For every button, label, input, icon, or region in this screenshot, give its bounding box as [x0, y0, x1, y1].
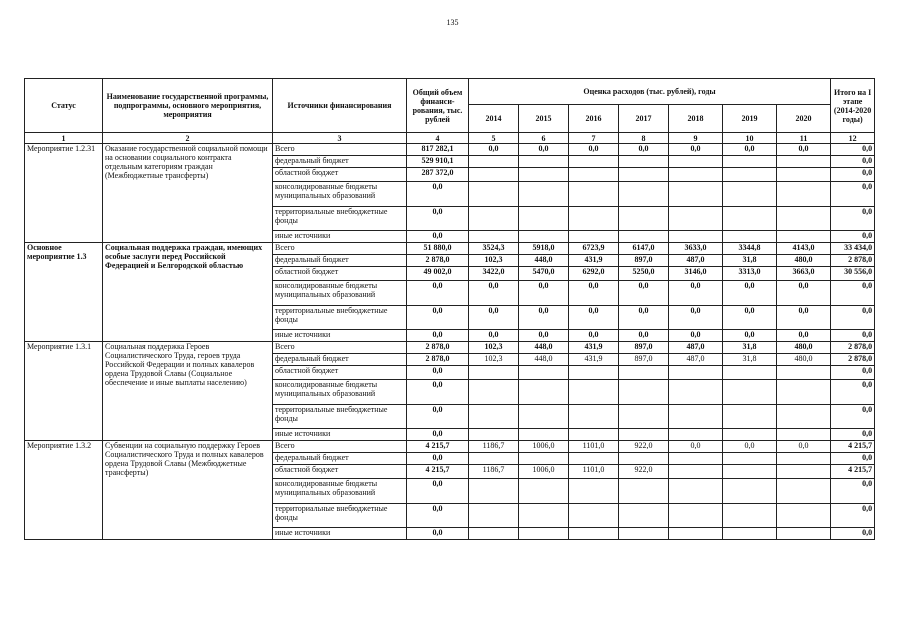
- stage-total-cell: 0,0: [831, 479, 875, 504]
- year-value-cell: 4143,0: [777, 243, 831, 255]
- year-value-cell: [619, 168, 669, 182]
- year-value-cell: [519, 528, 569, 540]
- year-value-cell: 0,0: [469, 306, 519, 330]
- total-cell: 0,0: [407, 207, 469, 231]
- year-value-cell: [469, 366, 519, 380]
- year-value-cell: 3633,0: [669, 243, 723, 255]
- total-cell: 817 282,1: [407, 144, 469, 156]
- year-value-cell: [777, 182, 831, 207]
- program-name-cell: Социальная поддержка граждан, имеющих особые заслуги перед Российской Федерацией и Белгородской областью: [103, 243, 273, 342]
- year-value-cell: 0,0: [619, 144, 669, 156]
- year-value-cell: 1186,7: [469, 441, 519, 453]
- year-value-cell: [569, 504, 619, 528]
- year-value-cell: [723, 405, 777, 429]
- year-value-cell: 0,0: [619, 330, 669, 342]
- funding-source-cell: Всего: [273, 441, 407, 453]
- year-value-cell: 448,0: [519, 255, 569, 267]
- funding-source-cell: территориальные внебюджетные фонды: [273, 306, 407, 330]
- funding-source-cell: иные источники: [273, 429, 407, 441]
- funding-source-cell: территориальные внебюджетные фонды: [273, 405, 407, 429]
- funding-source-cell: территориальные внебюджетные фонды: [273, 207, 407, 231]
- year-value-cell: [723, 207, 777, 231]
- total-cell: 49 002,0: [407, 267, 469, 281]
- year-value-cell: 0,0: [569, 144, 619, 156]
- funding-source-cell: Всего: [273, 342, 407, 354]
- year-value-cell: [777, 504, 831, 528]
- year-value-cell: [777, 479, 831, 504]
- year-value-cell: 102,3: [469, 255, 519, 267]
- funding-source-cell: федеральный бюджет: [273, 255, 407, 267]
- stage-total-cell: 4 215,7: [831, 465, 875, 479]
- funding-source-cell: иные источники: [273, 231, 407, 243]
- year-value-cell: [569, 479, 619, 504]
- year-value-cell: 431,9: [569, 354, 619, 366]
- total-cell: 0,0: [407, 504, 469, 528]
- stage-total-cell: 0,0: [831, 330, 875, 342]
- stage-total-cell: 0,0: [831, 380, 875, 405]
- total-cell: 529 910,1: [407, 156, 469, 168]
- year-value-cell: 448,0: [519, 342, 569, 354]
- year-value-cell: [669, 182, 723, 207]
- year-value-cell: 897,0: [619, 255, 669, 267]
- year-value-cell: 0,0: [519, 330, 569, 342]
- index-cell: 10: [723, 133, 777, 144]
- total-cell: 0,0: [407, 330, 469, 342]
- table-row: [25, 342, 875, 354]
- stage-total-cell: 0,0: [831, 281, 875, 306]
- year-value-cell: [469, 479, 519, 504]
- header-total: Общий объем финанси-рования, тыс. рублей: [407, 79, 469, 133]
- header-year: 2014: [469, 105, 519, 133]
- year-value-cell: [619, 405, 669, 429]
- year-value-cell: [619, 366, 669, 380]
- year-value-cell: 487,0: [669, 342, 723, 354]
- year-value-cell: [469, 182, 519, 207]
- funding-source-cell: иные источники: [273, 330, 407, 342]
- year-value-cell: [519, 479, 569, 504]
- year-value-cell: [669, 453, 723, 465]
- year-value-cell: [669, 380, 723, 405]
- funding-source-cell: федеральный бюджет: [273, 453, 407, 465]
- program-name-cell: Субвенции на социальную поддержку Героев Социалистического Труда и полных кавалеров ордена Трудовой Славы (Межбюджетные трансферты): [103, 441, 273, 540]
- year-value-cell: 0,0: [469, 330, 519, 342]
- year-value-cell: 0,0: [519, 306, 569, 330]
- year-value-cell: 0,0: [619, 306, 669, 330]
- year-value-cell: [619, 453, 669, 465]
- total-cell: 0,0: [407, 231, 469, 243]
- year-value-cell: [669, 479, 723, 504]
- stage-total-cell: 2 878,0: [831, 255, 875, 267]
- year-value-cell: 5250,0: [619, 267, 669, 281]
- year-value-cell: 922,0: [619, 465, 669, 479]
- header-year: 2017: [619, 105, 669, 133]
- program-name-cell: Социальная поддержка Героев Социалистического Труда, героев труда Российской Федерации и полных кавалеров ордена Трудовой Славы (Социальное обеспечение и иные выплаты населению): [103, 342, 273, 441]
- table-row: [25, 441, 875, 453]
- index-cell: 1: [25, 133, 103, 144]
- index-cell: 5: [469, 133, 519, 144]
- year-value-cell: 102,3: [469, 342, 519, 354]
- year-value-cell: [519, 429, 569, 441]
- year-value-cell: 480,0: [777, 255, 831, 267]
- year-value-cell: [669, 429, 723, 441]
- year-value-cell: [777, 405, 831, 429]
- funding-source-cell: федеральный бюджет: [273, 156, 407, 168]
- year-value-cell: [669, 168, 723, 182]
- year-value-cell: [519, 168, 569, 182]
- year-value-cell: [723, 156, 777, 168]
- year-value-cell: [619, 156, 669, 168]
- year-value-cell: [777, 366, 831, 380]
- year-value-cell: 0,0: [669, 441, 723, 453]
- stage-total-cell: 0,0: [831, 453, 875, 465]
- year-value-cell: 0,0: [569, 306, 619, 330]
- stage-total-cell: 0,0: [831, 366, 875, 380]
- year-value-cell: [469, 504, 519, 528]
- total-cell: 0,0: [407, 429, 469, 441]
- stage-total-cell: 0,0: [831, 168, 875, 182]
- year-value-cell: [723, 231, 777, 243]
- year-value-cell: 0,0: [777, 306, 831, 330]
- year-value-cell: [469, 380, 519, 405]
- year-value-cell: 102,3: [469, 354, 519, 366]
- year-value-cell: [723, 528, 777, 540]
- year-value-cell: [519, 405, 569, 429]
- total-cell: 0,0: [407, 479, 469, 504]
- year-value-cell: [569, 168, 619, 182]
- program-name-cell: Оказание государственной социальной помощи на основании социального контракта отдельным категориям граждан (Межбюджетные трансферты): [103, 144, 273, 243]
- year-value-cell: [723, 429, 777, 441]
- year-value-cell: [469, 168, 519, 182]
- year-value-cell: 0,0: [519, 281, 569, 306]
- total-cell: 4 215,7: [407, 441, 469, 453]
- index-cell: 11: [777, 133, 831, 144]
- year-value-cell: [669, 528, 723, 540]
- year-value-cell: [669, 504, 723, 528]
- stage-total-cell: 2 878,0: [831, 354, 875, 366]
- stage-total-cell: 0,0: [831, 504, 875, 528]
- year-value-cell: [469, 405, 519, 429]
- year-value-cell: [723, 453, 777, 465]
- year-value-cell: [669, 207, 723, 231]
- year-value-cell: [777, 465, 831, 479]
- index-cell: 2: [103, 133, 273, 144]
- status-cell: Мероприятие 1.3.2: [25, 441, 103, 540]
- year-value-cell: 0,0: [569, 281, 619, 306]
- year-value-cell: [669, 231, 723, 243]
- year-value-cell: 3146,0: [669, 267, 723, 281]
- year-value-cell: [469, 429, 519, 441]
- year-value-cell: [619, 207, 669, 231]
- header-year: 2018: [669, 105, 723, 133]
- total-cell: 0,0: [407, 182, 469, 207]
- year-value-cell: 0,0: [669, 306, 723, 330]
- stage-total-cell: 0,0: [831, 306, 875, 330]
- year-value-cell: [569, 231, 619, 243]
- year-value-cell: [569, 453, 619, 465]
- year-value-cell: [519, 231, 569, 243]
- year-value-cell: [469, 156, 519, 168]
- header-year: 2016: [569, 105, 619, 133]
- year-value-cell: 6292,0: [569, 267, 619, 281]
- year-value-cell: [669, 156, 723, 168]
- header-status: Статус: [25, 79, 103, 133]
- year-value-cell: 0,0: [723, 306, 777, 330]
- year-value-cell: 0,0: [777, 281, 831, 306]
- stage-total-cell: 30 556,0: [831, 267, 875, 281]
- total-cell: 0,0: [407, 281, 469, 306]
- total-cell: 2 878,0: [407, 255, 469, 267]
- year-value-cell: [777, 453, 831, 465]
- year-value-cell: [669, 465, 723, 479]
- year-value-cell: [777, 168, 831, 182]
- year-value-cell: 0,0: [469, 144, 519, 156]
- funding-source-cell: Всего: [273, 144, 407, 156]
- year-value-cell: [777, 207, 831, 231]
- table-body: [25, 144, 875, 540]
- header-year: 2019: [723, 105, 777, 133]
- year-value-cell: [619, 380, 669, 405]
- year-value-cell: 31,8: [723, 354, 777, 366]
- year-value-cell: 0,0: [669, 144, 723, 156]
- index-cell: 4: [407, 133, 469, 144]
- total-cell: 0,0: [407, 405, 469, 429]
- year-value-cell: 431,9: [569, 342, 619, 354]
- stage-total-cell: 0,0: [831, 207, 875, 231]
- stage-total-cell: 33 434,0: [831, 243, 875, 255]
- year-value-cell: 431,9: [569, 255, 619, 267]
- year-value-cell: [619, 231, 669, 243]
- year-value-cell: [777, 528, 831, 540]
- funding-source-cell: консолидированные бюджеты муниципальных образований: [273, 281, 407, 306]
- year-value-cell: [569, 429, 619, 441]
- status-cell: Основное мероприятие 1.3: [25, 243, 103, 342]
- stage-total-cell: 0,0: [831, 429, 875, 441]
- year-value-cell: 480,0: [777, 354, 831, 366]
- table-row: [25, 144, 875, 156]
- year-value-cell: [519, 380, 569, 405]
- year-value-cell: 5918,0: [519, 243, 569, 255]
- stage-total-cell: 4 215,7: [831, 441, 875, 453]
- funding-source-cell: областной бюджет: [273, 267, 407, 281]
- year-value-cell: 448,0: [519, 354, 569, 366]
- year-value-cell: 0,0: [469, 281, 519, 306]
- funding-source-cell: консолидированные бюджеты муниципальных образований: [273, 380, 407, 405]
- funding-source-cell: областной бюджет: [273, 366, 407, 380]
- year-value-cell: 6147,0: [619, 243, 669, 255]
- year-value-cell: 480,0: [777, 342, 831, 354]
- year-value-cell: [569, 156, 619, 168]
- year-value-cell: 5470,0: [519, 267, 569, 281]
- year-value-cell: 487,0: [669, 354, 723, 366]
- year-value-cell: [469, 207, 519, 231]
- funding-source-cell: областной бюджет: [273, 465, 407, 479]
- total-cell: 51 880,0: [407, 243, 469, 255]
- header-name: Наименование государственной программы, подпрограммы, основного мероприятия, мероприятия: [103, 79, 273, 133]
- header-year: 2015: [519, 105, 569, 133]
- year-value-cell: [723, 168, 777, 182]
- year-value-cell: [519, 207, 569, 231]
- year-value-cell: 897,0: [619, 354, 669, 366]
- year-value-cell: 1006,0: [519, 465, 569, 479]
- stage-total-cell: 0,0: [831, 182, 875, 207]
- total-cell: 0,0: [407, 380, 469, 405]
- index-cell: 12: [831, 133, 875, 144]
- index-row: [25, 133, 875, 144]
- year-value-cell: 3344,8: [723, 243, 777, 255]
- year-value-cell: [469, 528, 519, 540]
- year-value-cell: 1186,7: [469, 465, 519, 479]
- total-cell: 0,0: [407, 453, 469, 465]
- funding-source-cell: консолидированные бюджеты муниципальных образований: [273, 182, 407, 207]
- year-value-cell: [519, 182, 569, 207]
- year-value-cell: [619, 429, 669, 441]
- year-value-cell: [569, 366, 619, 380]
- header-years-group: Оценка расходов (тыс. рублей), годы: [469, 79, 831, 105]
- stage-total-cell: 2 878,0: [831, 342, 875, 354]
- year-value-cell: [469, 231, 519, 243]
- year-value-cell: [777, 156, 831, 168]
- year-value-cell: 922,0: [619, 441, 669, 453]
- funding-source-cell: территориальные внебюджетные фонды: [273, 504, 407, 528]
- year-value-cell: [619, 182, 669, 207]
- stage-total-cell: 0,0: [831, 231, 875, 243]
- stage-total-cell: 0,0: [831, 528, 875, 540]
- year-value-cell: [569, 182, 619, 207]
- year-value-cell: 0,0: [669, 330, 723, 342]
- funding-source-cell: областной бюджет: [273, 168, 407, 182]
- year-value-cell: 3313,0: [723, 267, 777, 281]
- year-value-cell: [469, 453, 519, 465]
- year-value-cell: 0,0: [669, 281, 723, 306]
- year-value-cell: 1101,0: [569, 465, 619, 479]
- year-value-cell: 1101,0: [569, 441, 619, 453]
- year-value-cell: 487,0: [669, 255, 723, 267]
- year-value-cell: [669, 405, 723, 429]
- status-cell: Мероприятие 1.3.1: [25, 342, 103, 441]
- total-cell: 0,0: [407, 528, 469, 540]
- year-value-cell: [519, 156, 569, 168]
- year-value-cell: [723, 479, 777, 504]
- year-value-cell: 0,0: [569, 330, 619, 342]
- header-year: 2020: [777, 105, 831, 133]
- stage-total-cell: 0,0: [831, 405, 875, 429]
- total-cell: 0,0: [407, 366, 469, 380]
- index-cell: 8: [619, 133, 669, 144]
- year-value-cell: 31,8: [723, 255, 777, 267]
- index-cell: 6: [519, 133, 569, 144]
- index-cell: 3: [273, 133, 407, 144]
- year-value-cell: 0,0: [519, 144, 569, 156]
- year-value-cell: 3422,0: [469, 267, 519, 281]
- year-value-cell: [569, 207, 619, 231]
- total-cell: 2 878,0: [407, 354, 469, 366]
- status-cell: Мероприятие 1.2.31: [25, 144, 103, 243]
- year-value-cell: [777, 231, 831, 243]
- year-value-cell: 897,0: [619, 342, 669, 354]
- year-value-cell: 0,0: [723, 281, 777, 306]
- year-value-cell: [669, 366, 723, 380]
- year-value-cell: 3663,0: [777, 267, 831, 281]
- year-value-cell: 0,0: [619, 281, 669, 306]
- header-source: Источники финансирования: [273, 79, 407, 133]
- year-value-cell: 0,0: [723, 144, 777, 156]
- year-value-cell: [619, 479, 669, 504]
- total-cell: 4 215,7: [407, 465, 469, 479]
- year-value-cell: [519, 366, 569, 380]
- year-value-cell: [569, 380, 619, 405]
- year-value-cell: 0,0: [723, 330, 777, 342]
- year-value-cell: 0,0: [723, 441, 777, 453]
- budget-table: [24, 78, 875, 540]
- year-value-cell: [519, 504, 569, 528]
- year-value-cell: 0,0: [777, 144, 831, 156]
- year-value-cell: 3524,3: [469, 243, 519, 255]
- funding-source-cell: консолидированные бюджеты муниципальных образований: [273, 479, 407, 504]
- index-cell: 7: [569, 133, 619, 144]
- year-value-cell: [723, 380, 777, 405]
- year-value-cell: 6723,9: [569, 243, 619, 255]
- year-value-cell: [619, 528, 669, 540]
- year-value-cell: 0,0: [777, 330, 831, 342]
- year-value-cell: [569, 528, 619, 540]
- year-value-cell: [777, 380, 831, 405]
- table-row: [25, 243, 875, 255]
- year-value-cell: [723, 366, 777, 380]
- year-value-cell: [777, 429, 831, 441]
- year-value-cell: [723, 182, 777, 207]
- funding-source-cell: федеральный бюджет: [273, 354, 407, 366]
- year-value-cell: 31,8: [723, 342, 777, 354]
- total-cell: 0,0: [407, 306, 469, 330]
- year-value-cell: 1006,0: [519, 441, 569, 453]
- funding-source-cell: иные источники: [273, 528, 407, 540]
- year-value-cell: 0,0: [777, 441, 831, 453]
- total-cell: 287 372,0: [407, 168, 469, 182]
- page-number: 135: [446, 18, 459, 27]
- year-value-cell: [569, 405, 619, 429]
- stage-total-cell: 0,0: [831, 144, 875, 156]
- year-value-cell: [619, 504, 669, 528]
- stage-total-cell: 0,0: [831, 156, 875, 168]
- year-value-cell: [723, 504, 777, 528]
- index-cell: 9: [669, 133, 723, 144]
- year-value-cell: [519, 453, 569, 465]
- total-cell: 2 878,0: [407, 342, 469, 354]
- year-value-cell: [723, 465, 777, 479]
- funding-source-cell: Всего: [273, 243, 407, 255]
- header-stage-total: Итого на I этапе (2014-2020 годы): [831, 79, 875, 133]
